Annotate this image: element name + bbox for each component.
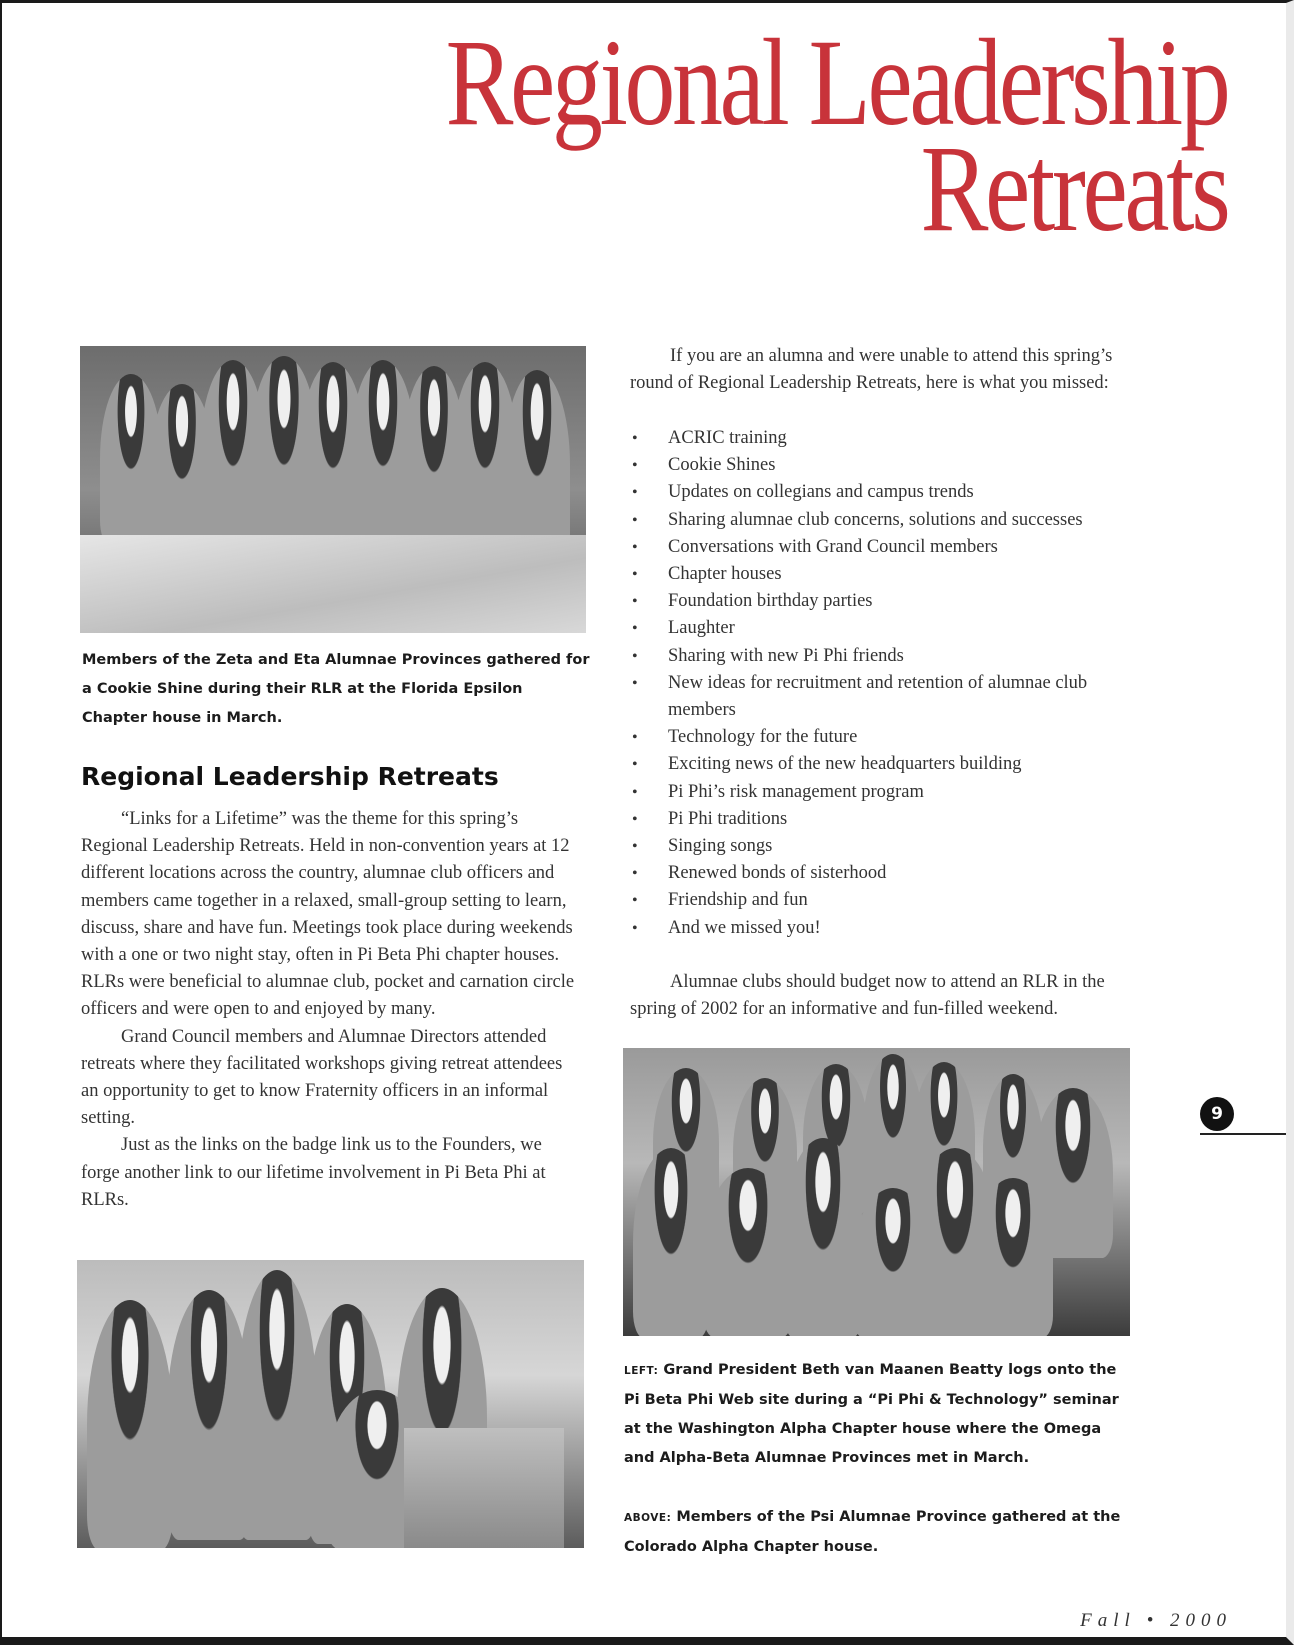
- caption-text-above: Members of the Psi Alumnae Province gathered at the Colorado Alpha Chapter house.: [624, 1509, 1121, 1555]
- list-item: • Pi Phi’s risk management program: [630, 779, 1100, 806]
- page-number-rule: [1200, 1133, 1286, 1135]
- body-paragraph: “Links for a Lifetime” was the theme for this spring’s Regional Leadership Retreats. Held in non-convention years at 12 different locations across the country, alumnae club officers and members came together in a relaxed, small-group setting to learn, discuss, share and have fun. Meetings took place during weekends with a one or two night stay, often in Pi Beta Phi chapter houses. RLRs were beneficial to alumnae club, pocket and carnation circle officers and were open to and enjoyed by many.: [81, 809, 575, 1020]
- list-item: • New ideas for recruitment and retention of alumnae club members: [630, 670, 1100, 724]
- photo-caption-above: [624, 1503, 1134, 1562]
- list-item: • Sharing with new Pi Phi friends: [630, 643, 1100, 670]
- page-title: [446, 14, 1228, 257]
- list-item: • And we missed you!: [630, 915, 1100, 942]
- missed-items-list: [630, 425, 1100, 942]
- body-paragraph: Just as the links on the badge link us to the Founders, we forge another link to our lifetime involvement in Pi Beta Phi at RLRs.: [81, 1135, 546, 1210]
- intro-paragraph: If you are an alumna and were unable to attend this spring’s round of Regional Leadership Retreats, here is what you missed:: [630, 346, 1113, 394]
- caption-lead-above: ABOVE:: [624, 1512, 672, 1524]
- photo-caption-left: [624, 1356, 1134, 1473]
- list-item: • Cookie Shines: [630, 452, 1100, 479]
- list-item: • Sharing alumnae club concerns, solutions and successes: [630, 507, 1100, 534]
- photo-psi-province: [623, 1048, 1130, 1336]
- list-item: • Exciting news of the new headquarters building: [630, 751, 1100, 778]
- caption-text-left: Grand President Beth van Maanen Beatty logs onto the Pi Beta Phi Web site during a “Pi Phi & Technology” seminar at the Washington Alpha Chapter house where the Omega and Alpha-Beta Alumnae Provinces met in March.: [624, 1362, 1119, 1466]
- list-item: • Renewed bonds of sisterhood: [630, 860, 1100, 887]
- title-line-1: Regional Leadership: [446, 14, 1228, 151]
- list-item: • Conversations with Grand Council members: [630, 534, 1100, 561]
- list-item: • Chapter houses: [630, 561, 1100, 588]
- section-heading: Regional Leadership Retreats: [81, 762, 499, 791]
- list-item: • Pi Phi traditions: [630, 806, 1100, 833]
- title-line-2: Retreats: [921, 120, 1228, 257]
- page-number-badge: 9: [1200, 1097, 1234, 1131]
- photo-cookie-shine: [80, 346, 586, 633]
- photo-technology-seminar: [77, 1260, 584, 1548]
- body-paragraph: Grand Council members and Alumnae Directors attended retreats where they facilitated workshops giving retreat attendees an opportunity to get to know Fraternity officers in an informal setting.: [81, 1026, 563, 1129]
- list-item: • Friendship and fun: [630, 887, 1100, 914]
- list-item: • Updates on collegians and campus trends: [630, 479, 1100, 506]
- issue-footer: Fall • 2000: [1080, 1610, 1232, 1631]
- list-item: • Singing songs: [630, 833, 1100, 860]
- section-body: [81, 806, 581, 1214]
- list-item: • Foundation birthday parties: [630, 588, 1100, 615]
- list-item: • ACRIC training: [630, 425, 1100, 452]
- photo-caption-cookie-shine: Members of the Zeta and Eta Alumnae Provinces gathered for a Cookie Shine during their RLR at the Florida Epsilon Chapter house in March.: [82, 652, 590, 726]
- caption-lead-left: LEFT:: [624, 1365, 659, 1377]
- list-item: • Technology for the future: [630, 724, 1100, 751]
- closing-paragraph: Alumnae clubs should budget now to attend an RLR in the spring of 2002 for an informative and fun-filled weekend.: [630, 972, 1105, 1020]
- list-item: • Laughter: [630, 615, 1100, 642]
